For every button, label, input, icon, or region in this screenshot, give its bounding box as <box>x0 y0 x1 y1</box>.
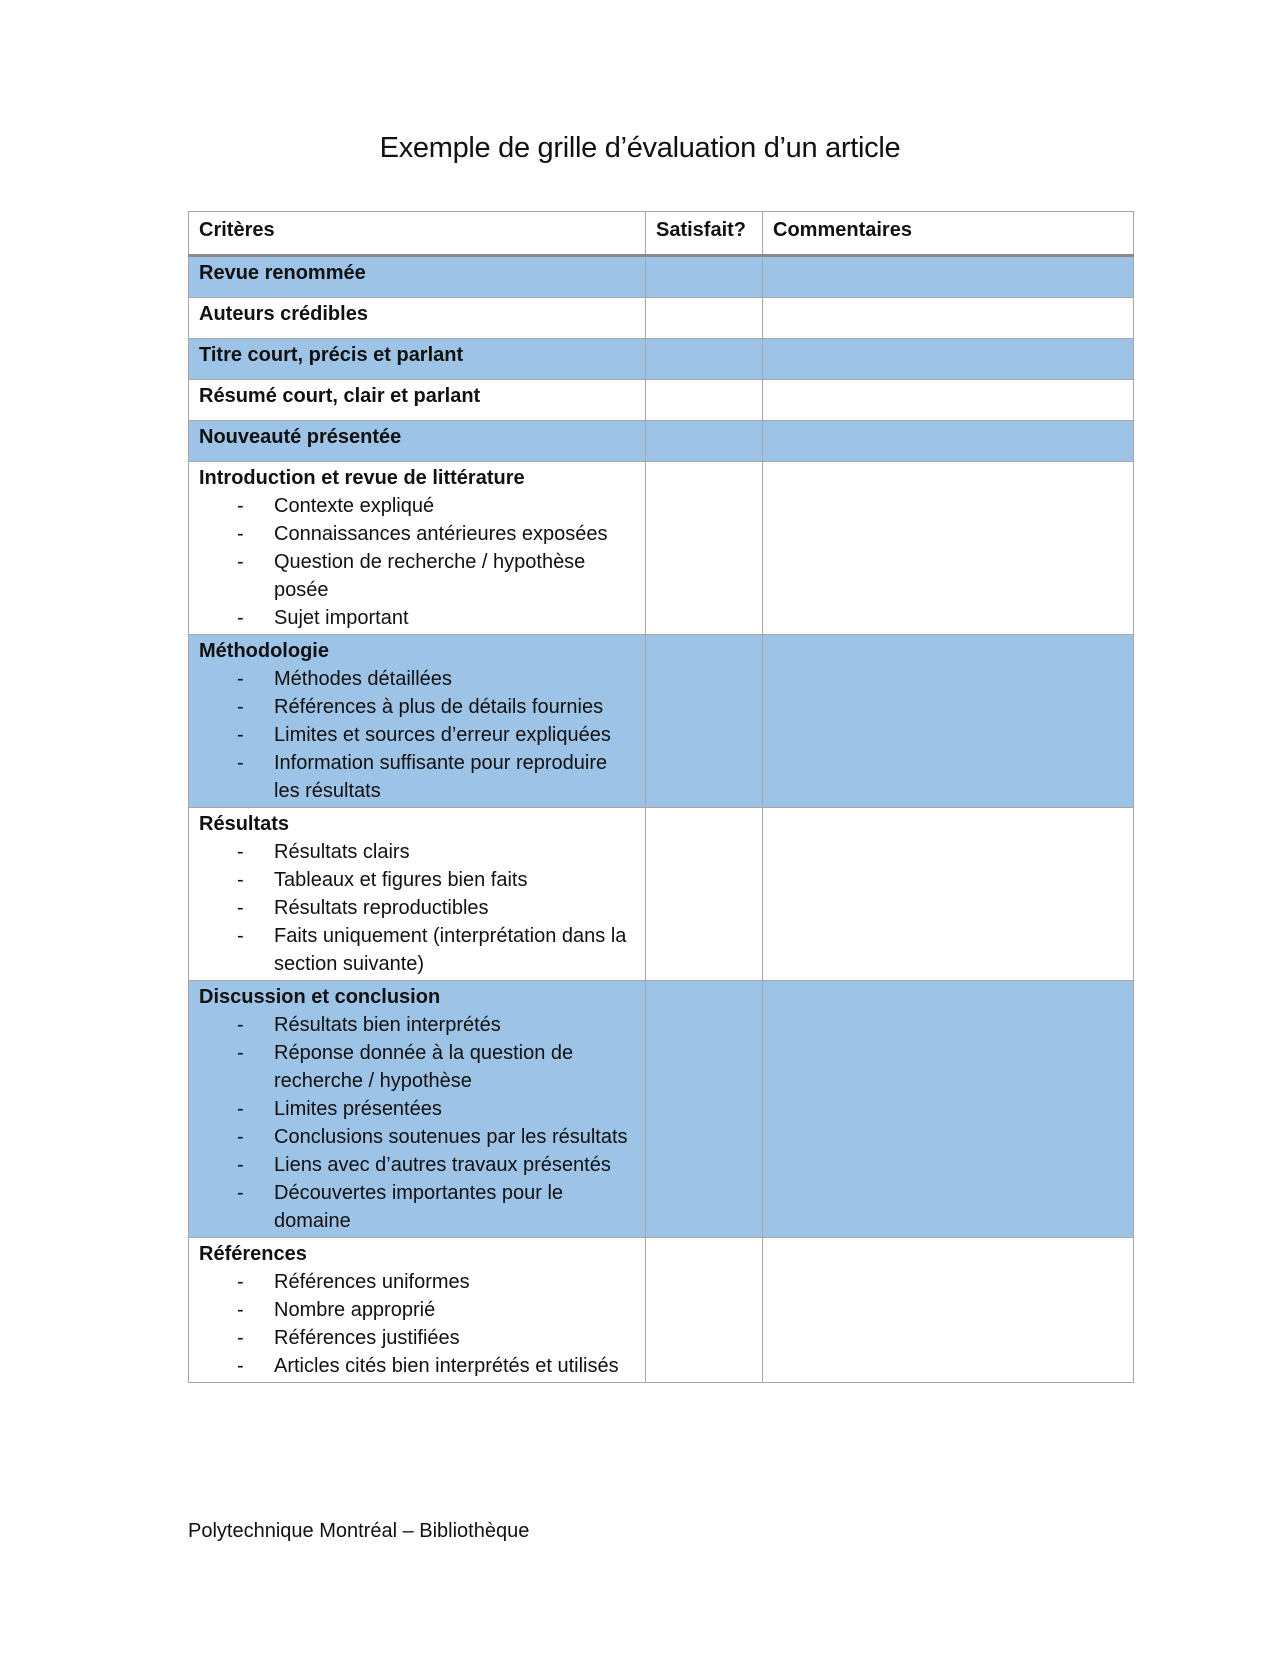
criterion-cell <box>189 981 646 1238</box>
comments-cell[interactable] <box>763 1238 1134 1383</box>
sub-criterion-item <box>199 548 635 604</box>
satisfied-cell[interactable] <box>646 808 763 981</box>
sub-criterion-text: Réponse donnée à la question de recherche / hypothèse <box>274 1042 574 1092</box>
table-row <box>189 421 1134 462</box>
satisfied-cell[interactable] <box>646 462 763 635</box>
sub-criterion-item <box>199 866 635 894</box>
dash-bullet-icon: - <box>237 1126 244 1148</box>
table-row <box>189 339 1134 380</box>
header-satisfied: Satisfait? <box>646 212 763 256</box>
sub-criterion-item <box>199 721 635 749</box>
table-row <box>189 298 1134 339</box>
dash-bullet-icon: - <box>237 925 244 947</box>
sub-criteria-list <box>199 838 635 978</box>
dash-bullet-icon: - <box>237 523 244 545</box>
table-row <box>189 462 1134 635</box>
table-row <box>189 256 1134 298</box>
dash-bullet-icon: - <box>237 551 244 573</box>
sub-criteria-list <box>199 492 635 632</box>
criterion-cell <box>189 421 646 462</box>
comments-cell[interactable] <box>763 462 1134 635</box>
dash-bullet-icon: - <box>237 869 244 891</box>
sub-criterion-text: Liens avec d’autres travaux présentés <box>274 1154 611 1176</box>
sub-criterion-text: Références justifiées <box>274 1327 460 1349</box>
sub-criterion-text: Méthodes détaillées <box>274 668 452 690</box>
criterion-title: Résultats <box>199 813 290 835</box>
sub-criterion-text: Nombre approprié <box>274 1299 436 1321</box>
criterion-title: Titre court, précis et parlant <box>199 344 464 366</box>
dash-bullet-icon: - <box>237 1271 244 1293</box>
comments-cell[interactable] <box>763 380 1134 421</box>
sub-criterion-text: Conclusions soutenues par les résultats <box>274 1126 628 1148</box>
dash-bullet-icon: - <box>237 696 244 718</box>
dash-bullet-icon: - <box>237 1182 244 1204</box>
sub-criterion-item <box>199 1352 635 1380</box>
sub-criteria-list <box>199 1011 635 1235</box>
sub-criterion-text: Résultats clairs <box>274 841 410 863</box>
sub-criteria-list <box>199 665 635 805</box>
sub-criterion-item <box>199 1011 635 1039</box>
satisfied-cell[interactable] <box>646 380 763 421</box>
dash-bullet-icon: - <box>237 897 244 919</box>
criterion-cell <box>189 1238 646 1383</box>
criterion-cell <box>189 339 646 380</box>
sub-criterion-text: Connaissances antérieures exposées <box>274 523 608 545</box>
criterion-cell <box>189 808 646 981</box>
satisfied-cell[interactable] <box>646 1238 763 1383</box>
comments-cell[interactable] <box>763 421 1134 462</box>
criterion-title: Introduction et revue de littérature <box>199 467 525 489</box>
criterion-title: Nouveauté présentée <box>199 426 402 448</box>
satisfied-cell[interactable] <box>646 635 763 808</box>
sub-criterion-item <box>199 749 635 805</box>
satisfied-cell[interactable] <box>646 256 763 298</box>
sub-criterion-item <box>199 492 635 520</box>
sub-criterion-item <box>199 894 635 922</box>
comments-cell[interactable] <box>763 339 1134 380</box>
sub-criterion-item <box>199 1324 635 1352</box>
sub-criterion-item <box>199 520 635 548</box>
header-row <box>189 212 1134 256</box>
sub-criterion-item <box>199 1095 635 1123</box>
criterion-title: Méthodologie <box>199 640 329 662</box>
sub-criterion-item <box>199 604 635 632</box>
sub-criterion-text: Limites présentées <box>274 1098 442 1120</box>
sub-criterion-item <box>199 1296 635 1324</box>
sub-criterion-item <box>199 1123 635 1151</box>
sub-criterion-text: Question de recherche / hypothèse posée <box>274 551 586 601</box>
dash-bullet-icon: - <box>237 1355 244 1377</box>
dash-bullet-icon: - <box>237 841 244 863</box>
criterion-cell <box>189 256 646 298</box>
sub-criterion-text: Résultats bien interprétés <box>274 1014 501 1036</box>
page-footer: Polytechnique Montréal – Bibliothèque <box>188 1520 530 1542</box>
criterion-title: Résumé court, clair et parlant <box>199 385 481 407</box>
evaluation-grid <box>188 211 1134 1383</box>
page-title: Exemple de grille d’évaluation d’un article <box>379 132 901 164</box>
sub-criterion-item <box>199 665 635 693</box>
dash-bullet-icon: - <box>237 724 244 746</box>
comments-cell[interactable] <box>763 635 1134 808</box>
table-row <box>189 635 1134 808</box>
satisfied-cell[interactable] <box>646 339 763 380</box>
table-row <box>189 808 1134 981</box>
sub-criterion-item <box>199 1179 635 1235</box>
sub-criterion-text: Résultats reproductibles <box>274 897 489 919</box>
criterion-cell <box>189 380 646 421</box>
header-criteria: Critères <box>189 212 646 256</box>
criterion-cell <box>189 298 646 339</box>
criterion-cell <box>189 635 646 808</box>
grid-body <box>189 256 1134 1383</box>
comments-cell[interactable] <box>763 256 1134 298</box>
dash-bullet-icon: - <box>237 495 244 517</box>
sub-criterion-text: Sujet important <box>274 607 409 629</box>
dash-bullet-icon: - <box>237 1327 244 1349</box>
satisfied-cell[interactable] <box>646 298 763 339</box>
criterion-title: Références <box>199 1243 307 1265</box>
criterion-title: Discussion et conclusion <box>199 986 441 1008</box>
criterion-title: Revue renommée <box>199 262 366 284</box>
sub-criterion-item <box>199 1268 635 1296</box>
satisfied-cell[interactable] <box>646 981 763 1238</box>
dash-bullet-icon: - <box>237 1154 244 1176</box>
criterion-cell <box>189 462 646 635</box>
dash-bullet-icon: - <box>237 668 244 690</box>
sub-criterion-item <box>199 1039 635 1095</box>
dash-bullet-icon: - <box>237 1299 244 1321</box>
sub-criterion-text: Limites et sources d’erreur expliquées <box>274 724 611 746</box>
sub-criterion-text: Contexte expliqué <box>274 495 435 517</box>
comments-cell[interactable] <box>763 808 1134 981</box>
dash-bullet-icon: - <box>237 1014 244 1036</box>
criterion-title: Auteurs crédibles <box>199 303 368 325</box>
sub-criteria-list <box>199 1268 635 1380</box>
sub-criterion-item <box>199 922 635 978</box>
sub-criterion-text: Faits uniquement (interprétation dans la section suivante) <box>274 925 627 975</box>
dash-bullet-icon: - <box>237 1042 244 1064</box>
sub-criterion-text: Articles cités bien interprétés et utilisés <box>274 1355 619 1377</box>
dash-bullet-icon: - <box>237 607 244 629</box>
dash-bullet-icon: - <box>237 752 244 774</box>
satisfied-cell[interactable] <box>646 421 763 462</box>
comments-cell[interactable] <box>763 298 1134 339</box>
sub-criterion-text: Références uniformes <box>274 1271 470 1293</box>
sub-criterion-text: Découvertes importantes pour le domaine <box>274 1182 564 1232</box>
sub-criterion-text: Références à plus de détails fournies <box>274 696 604 718</box>
sub-criterion-text: Tableaux et figures bien faits <box>274 869 528 891</box>
sub-criterion-item <box>199 838 635 866</box>
header-comments: Commentaires <box>763 212 1134 256</box>
sub-criterion-item <box>199 1151 635 1179</box>
table-row <box>189 380 1134 421</box>
sub-criterion-item <box>199 693 635 721</box>
table-row <box>189 981 1134 1238</box>
dash-bullet-icon: - <box>237 1098 244 1120</box>
sub-criterion-text: Information suffisante pour reproduire les résultats <box>274 752 608 802</box>
table-row <box>189 1238 1134 1383</box>
comments-cell[interactable] <box>763 981 1134 1238</box>
